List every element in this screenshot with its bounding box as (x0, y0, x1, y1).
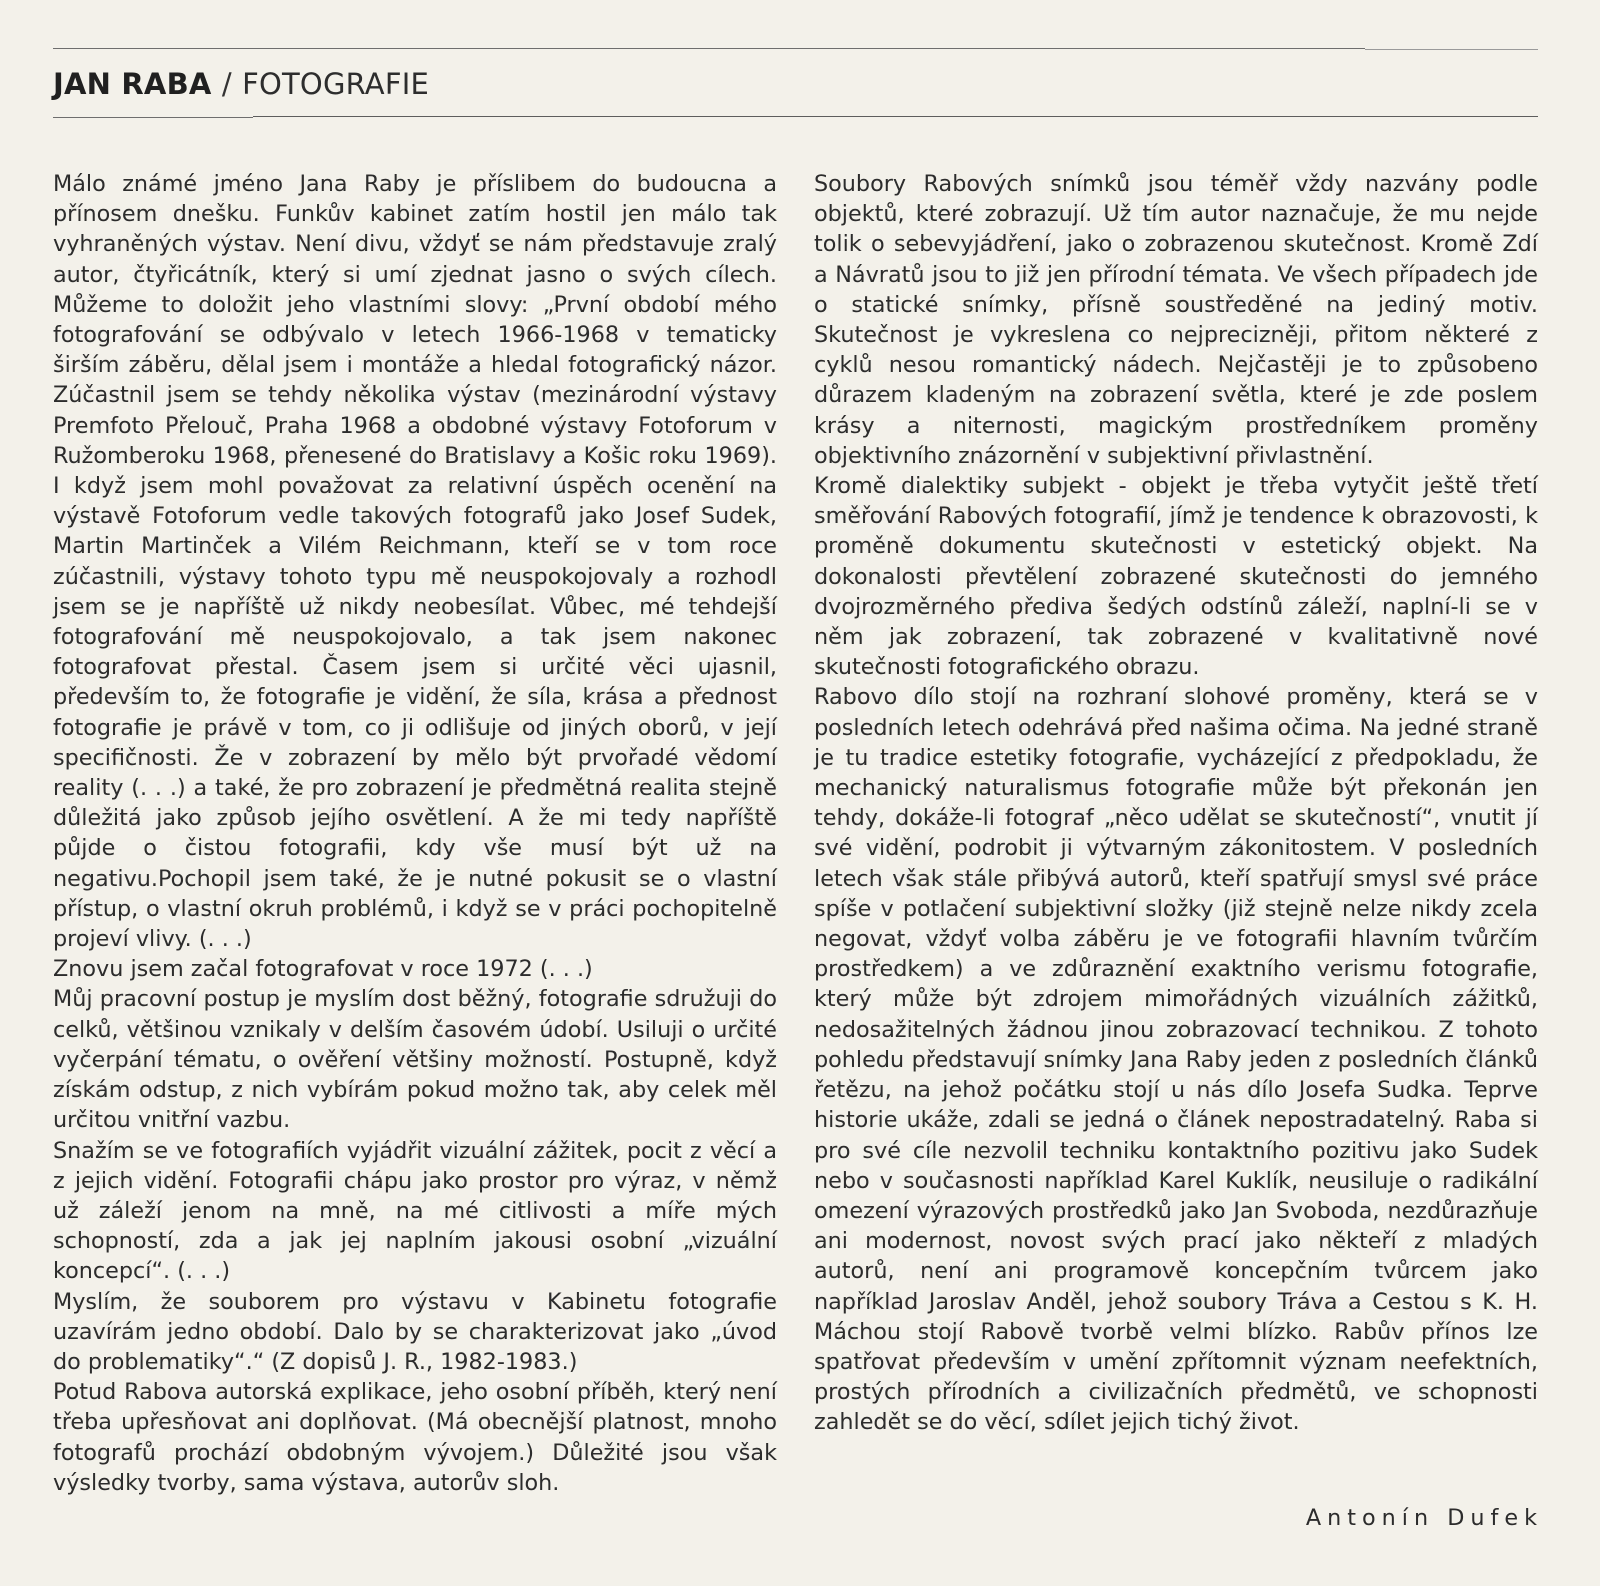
header-rule-top-extension (1365, 49, 1538, 50)
header-rule-top (53, 48, 1365, 49)
paragraph: Myslím, že souborem pro výstavu v Kabinetu fotografie uzavírám jedno období. Dalo by se charakterizovat jako „úvod do problematiky“.“ (Z dopisů J. R., 1982-1983.) (53, 1288, 777, 1375)
header-rule-bottom-left (53, 117, 253, 118)
right-text-column (814, 169, 1538, 1438)
page-title (53, 62, 429, 106)
left-text-column (53, 169, 777, 1498)
author-signature: Antonín Dufek (1305, 1505, 1543, 1531)
paragraph: Potud Rabova autorská explikace, jeho osobní příběh, který není třeba upřesňovat ani doplňovat. (Má obecnější platnost, mnoho fotografů prochází obdobným vývojem.) Důležité jsou však výsledky tvorby, sama výstava, autorův sloh. (53, 1379, 777, 1496)
header-rule-bottom-right (253, 116, 1538, 117)
paragraph: Můj pracovní postup je myslím dost běžný, fotografie sdružuji do celků, většinou vznikaly v delším časovém údobí. Usiluji o určité vyčerpání tématu, o ověření většiny možností. Postupně, když získám odstup, z nich vybírám pokud možno tak, aby celek měl určitou vnitřní vazbu. (53, 986, 777, 1134)
paragraph: Soubory Rabových snímků jsou téměř vždy nazvány podle objektů, které zobrazují. Už tím autor naznačuje, že mu nejde tolik o sebevyjádření, jako o zobrazenou skutečnost. Kromě Zdí a Návratů jsou to již jen přírodní témata. Ve všech případech jde o statické snímky, přísně soustředěné na jediný motiv. Skutečnost je vykreslena co nejprecizněji, přitom některé z cyklů nesou romantický nádech. Nejčastěji je to způsobeno důrazem kladeným na zobrazení světla, které je zde poslem krásy a niternosti, magickým prostředníkem proměny objektivního znázornění v subjektivní přivlastnění. (814, 171, 1538, 469)
title-subject: FOTOGRAFIE (242, 67, 429, 101)
paragraph: Málo známé jméno Jana Raby je příslibem do budoucna a přínosem dnešku. Funkův kabinet zatím hostil jen málo tak vyhraněných výstav. Není divu, vždyť se nám představuje zralý autor, čtyřicátník, který si umí zjednat jasno o svých cílech. Můžeme to doložit jeho vlastními slovy: „První období mého fotografování se odbývalo v letech 1966-1968 v tematicky širším záběru, dělal jsem i montáže a hledal fotografický názor. Zúčastnil jsem se tehdy několika výstav (mezinárodní výstavy Premfoto Přelouč, Praha 1968 a obdobné výstavy Fotoforum v Ružomberoku 1968, přenesené do Bratislavy a Košic roku 1969). I když jsem mohl považovat za relativní úspěch ocenění na výstavě Fotoforum vedle takových fotografů jako Josef Sudek, Martin Martinček a Vilém Reichmann, kteří se v tom roce zúčastnili, výstavy tohoto typu mě neuspokojovaly a rozhodl jsem se je napříště už nikdy neobesílat. Vůbec, mé tehdejší fotografování mě neuspokojovalo, a tak jsem nakonec fotografovat přestal. Časem jsem si určité věci ujasnil, především to, že fotografie je vidění, že síla, krása a přednost fotografie je právě v tom, co ji odlišuje od jiných oborů, v její specifičnosti. Že v zobrazení by mělo být prvořadé vědomí reality (. . .) a také, že pro zobrazení je předmětná realita stejně důležitá jako způsob jejího osvětlení. A že mi tedy napříště půjde o čistou fotografii, kdy vše musí být už na negativu.Pochopil jsem také, že je nutné pokusit se o vlastní přístup, o vlastní okruh problémů, i když se v práci pochopitelně projeví vlivy. (. . .) (53, 171, 777, 953)
paragraph: Rabovo dílo stojí na rozhraní slohové proměny, která se v posledních letech odehrává před našima očima. Na jedné straně je tu tradice estetiky fotografie, vycházející z předpokladu, že mechanický naturalismus fotografie může být překonán jen tehdy, dokáže-li fotograf „něco udělat se skutečností“, vnutit jí své vidění, podrobit ji výtvarným zákonitostem. V posledních letech však stále přibývá autorů, kteří spatřují smysl své práce spíše v potlačení subjektivní složky (již stejně nelze nikdy zcela negovat, vždyť volba záběru je ve fotografii hlavním tvůrčím prostředkem) a ve zdůraznění exaktního verismu fotografie, který může být zdrojem mimořádných vizuálních zážitků, nedosažitelných žádnou jinou zobrazovací technikou. Z tohoto pohledu představují snímky Jana Raby jeden z posledních článků řetězu, na jehož počátku stojí u nás dílo Josefa Sudka. Teprve historie ukáže, zdali se jedná o článek nepostradatelný. Raba si pro své cíle nezvolil techniku kontaktního pozitivu jako Sudek nebo v současnosti například Karel Kuklík, neusiluje o radikální omezení výrazových prostředků jako Jan Svoboda, nezdůrazňuje ani modernost, novost svých prací jako někteří z mladých autorů, není ani programově koncepčním tvůrcem jako například Jaroslav Anděl, jehož soubory Tráva a Cestou s K. H. Máchou stojí Rabově tvorbě velmi blízko. Rabův přínos lze spatřovat především v umění zpřítomnit význam neefektních, prostých přírodních a civilizačních předmětů, ve schopnosti zahledět se do věcí, sdílet jejich tichý život. (814, 684, 1538, 1436)
paragraph: Znovu jsem začal fotografovat v roce 1972 (. . .) (53, 956, 593, 983)
paragraph: Kromě dialektiky subjekt - objekt je třeba vytyčit ještě třetí směřování Rabových fotografií, jímž je tendence k obrazovosti, k proměně dokumentu skutečnosti v estetický objekt. Na dokonalosti převtělení zobrazené skutečnosti do jemného dvojrozměrného přediva šedých odstínů záleží, naplní-li se v něm jak zobrazení, tak zobrazené v kvalitativně nové skutečnosti fotografického obrazu. (814, 473, 1538, 681)
author-name: JAN RABA (53, 67, 212, 101)
title-separator: / (221, 67, 232, 101)
paragraph: Snažím se ve fotografiích vyjádřit vizuální zážitek, pocit z věcí a z jejich vidění. Fotografii chápu jako prostor pro výraz, v němž už záleží jenom na mně, na mé citlivosti a míře mých schopností, zda a jak jej naplním jakousi osobní „vizuální koncepcí“. (. . .) (53, 1137, 777, 1285)
